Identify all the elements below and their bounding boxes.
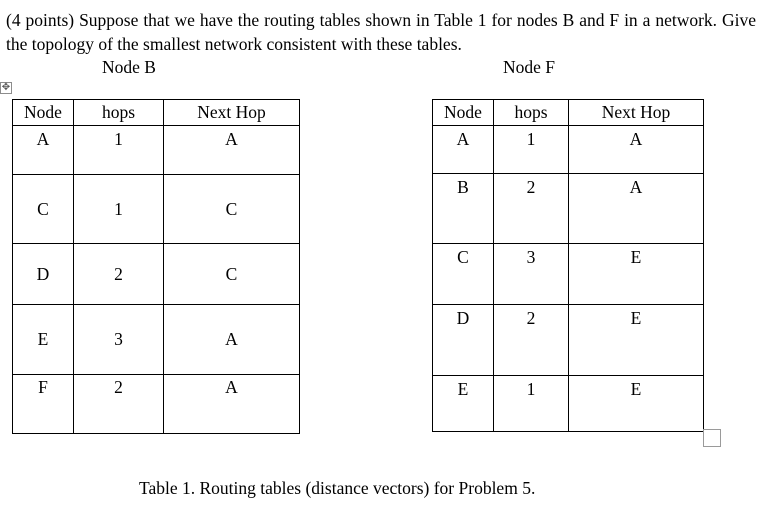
table-row: [433, 305, 704, 376]
node-cell: D: [13, 244, 74, 305]
table-row: [433, 126, 704, 174]
move-arrows-icon[interactable]: ✥: [1, 82, 11, 93]
node-cell: E: [433, 376, 494, 432]
table-resize-icon[interactable]: [703, 429, 721, 447]
hops-cell: 3: [494, 244, 569, 305]
next-hop-cell: A: [164, 126, 300, 175]
table-row: [13, 126, 300, 175]
next-hop-cell: A: [164, 305, 300, 375]
node-cell: D: [433, 305, 494, 376]
table-caption: Table 1. Routing tables (distance vectors) for Problem 5.: [139, 478, 536, 498]
column-header-hops: hops: [74, 100, 164, 126]
table-header-row: [13, 100, 300, 126]
next-hop-cell: A: [569, 126, 704, 174]
column-header-node: Node: [433, 100, 494, 126]
column-header-node: Node: [13, 100, 74, 126]
table-row: [433, 244, 704, 305]
hops-cell: 1: [494, 376, 569, 432]
column-header-hops: hops: [494, 100, 569, 126]
table-row: [433, 174, 704, 244]
next-hop-cell: C: [164, 244, 300, 305]
node-f-routing-table: [432, 99, 704, 432]
node-cell: F: [13, 375, 74, 434]
table-row: [13, 305, 300, 375]
table-header-row: [433, 100, 704, 126]
next-hop-cell: A: [164, 375, 300, 434]
hops-cell: 1: [74, 175, 164, 244]
next-hop-cell: C: [164, 175, 300, 244]
node-f-caption: Node F: [503, 57, 556, 77]
table-row: [13, 244, 300, 305]
next-hop-cell: E: [569, 244, 704, 305]
hops-cell: 2: [74, 244, 164, 305]
next-hop-cell: E: [569, 305, 704, 376]
hops-cell: 2: [74, 375, 164, 434]
column-header-next-hop: Next Hop: [569, 100, 704, 126]
hops-cell: 2: [494, 174, 569, 244]
node-cell: C: [433, 244, 494, 305]
node-cell: B: [433, 174, 494, 244]
table-row: [433, 376, 704, 432]
hops-cell: 2: [494, 305, 569, 376]
table-row: [13, 375, 300, 434]
hops-cell: 3: [74, 305, 164, 375]
next-hop-cell: A: [569, 174, 704, 244]
hops-cell: 1: [494, 126, 569, 174]
node-b-caption: Node B: [102, 57, 156, 77]
problem-statement: (4 points) Suppose that we have the routing tables shown in Table 1 for nodes B and F in a network. Give the topology of the smallest network consistent with these tables.: [6, 10, 756, 54]
column-header-next-hop: Next Hop: [164, 100, 300, 126]
node-b-routing-table: [12, 99, 300, 434]
next-hop-cell: E: [569, 376, 704, 432]
hops-cell: 1: [74, 126, 164, 175]
node-cell: E: [13, 305, 74, 375]
node-cell: A: [13, 126, 74, 175]
table-row: [13, 175, 300, 244]
node-cell: A: [433, 126, 494, 174]
node-cell: C: [13, 175, 74, 244]
